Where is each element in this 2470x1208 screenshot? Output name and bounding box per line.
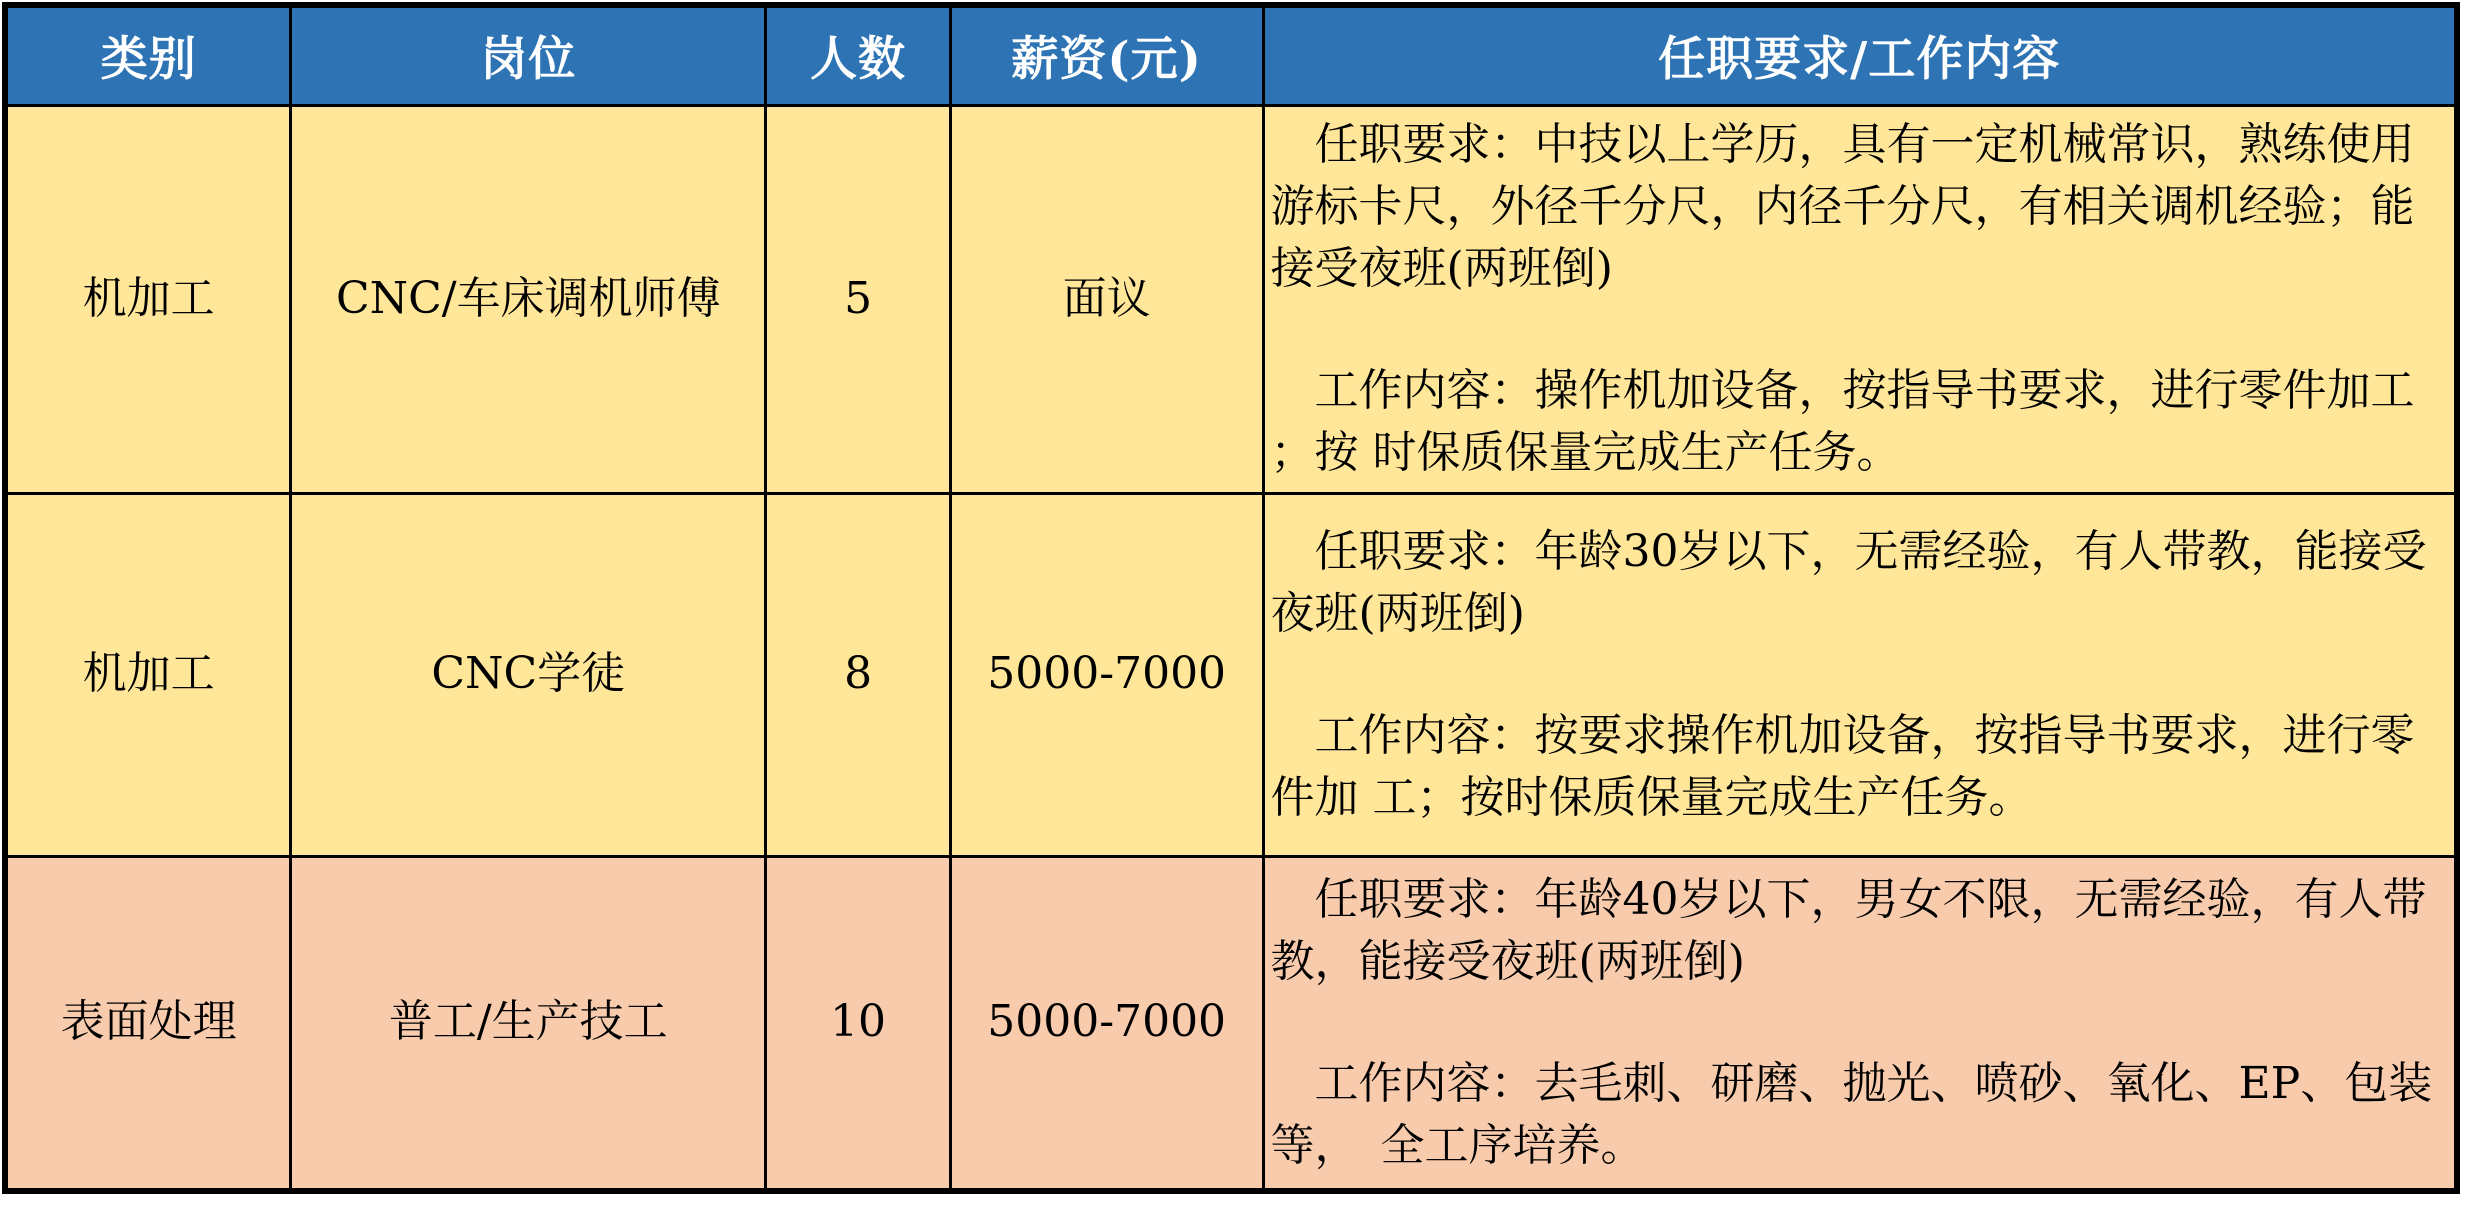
- details-cell: [1263, 105, 2457, 493]
- details-cell: [1263, 856, 2457, 1191]
- category-cell: 机加工: [5, 493, 291, 856]
- header-cell-position: 岗位: [291, 5, 766, 105]
- category-cell: 表面处理: [5, 856, 291, 1191]
- headcount-cell: 5: [766, 105, 950, 493]
- duties-text: 工作内容：按要求操作机加设备，按指导书要求，进行零件加 工；按时保质保量完成生产任务。: [1270, 709, 2415, 823]
- requirements-text: 任职要求：年龄30岁以下，无需经验，有人带教，能接受夜班(两班倒): [1270, 525, 2427, 639]
- requirements-text: 任职要求：中技以上学历，具有一定机械常识，熟练使用游标卡尺，外径千分尺，内径千分尺，有相关调机经验；能接受夜班(两班倒): [1270, 119, 2415, 294]
- header-cell-headcount: 人数: [766, 5, 950, 105]
- position-cell: 普工/生产技工: [291, 856, 766, 1191]
- salary-cell: 5000-7000: [950, 493, 1263, 856]
- headcount-cell: 10: [766, 856, 950, 1191]
- headcount-cell: 8: [766, 493, 950, 856]
- job-row: [5, 105, 2457, 493]
- duties-text: 工作内容：去毛刺、研磨、抛光、喷砂、氧化、EP、包装等， 全工序培养。: [1270, 1057, 2433, 1171]
- requirements-text: 任职要求：年龄40岁以下，男女不限，无需经验，有人带教，能接受夜班(两班倒): [1270, 873, 2427, 987]
- job-row: [5, 493, 2457, 856]
- details-cell: [1263, 493, 2457, 856]
- job-table: [2, 2, 2460, 1194]
- job-row: [5, 856, 2457, 1191]
- duties-text: 工作内容：操作机加设备，按指导书要求，进行零件加工；按 时保质保量完成生产任务。: [1270, 365, 2415, 478]
- position-cell: CNC/车床调机师傅: [291, 105, 766, 493]
- category-cell: 机加工: [5, 105, 291, 493]
- salary-cell: 5000-7000: [950, 856, 1263, 1191]
- header-cell-salary: 薪资(元): [950, 5, 1263, 105]
- position-cell: CNC学徒: [291, 493, 766, 856]
- salary-cell: 面议: [950, 105, 1263, 493]
- header-cell-category: 类别: [5, 5, 291, 105]
- header-row: [5, 5, 2457, 105]
- header-cell-details: 任职要求/工作内容: [1263, 5, 2457, 105]
